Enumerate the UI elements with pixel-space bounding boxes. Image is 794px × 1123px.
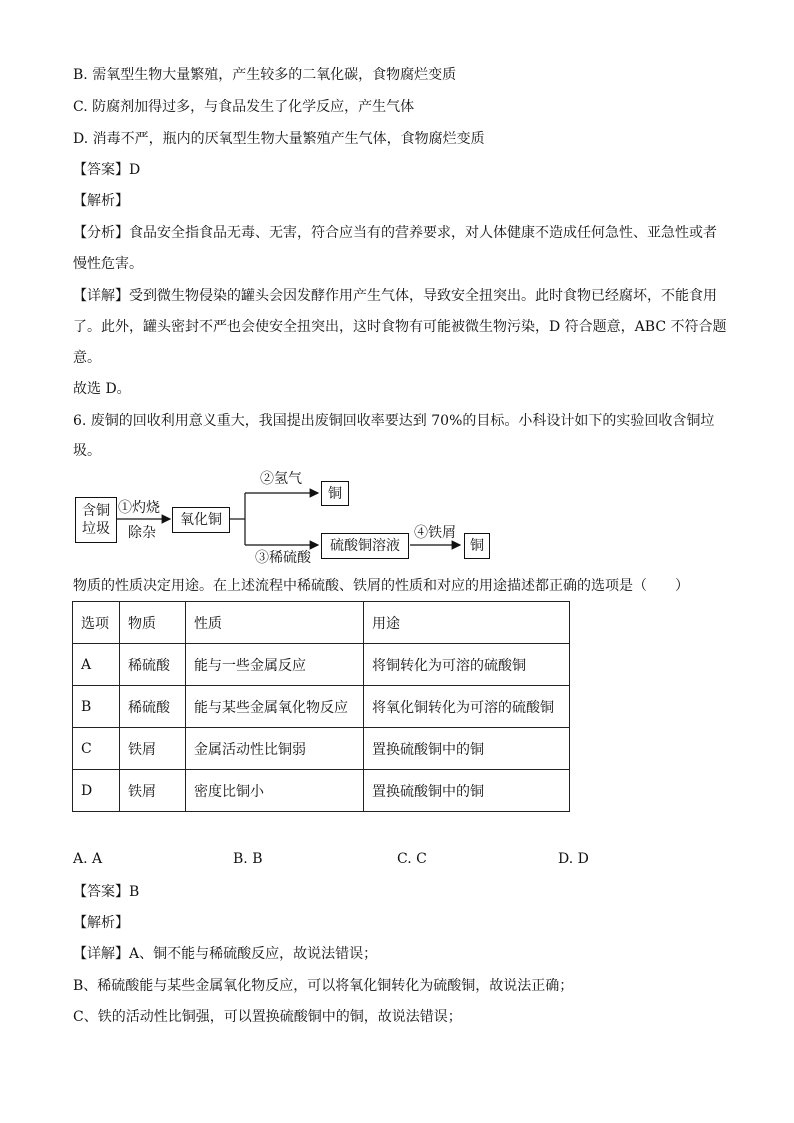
table-cell: 密度比铜小 bbox=[186, 770, 364, 812]
table-row bbox=[73, 686, 570, 728]
detail-text-cont: 了。此外，罐头密封不严也会使安全扭突出，这时食物有可能被微生物污染，D 符合题意，ABC 不符合题 bbox=[73, 319, 727, 335]
table-cell: 置换硫酸铜中的铜 bbox=[364, 770, 570, 812]
table-cell: 能与某些金属氧化物反应 bbox=[186, 686, 364, 728]
table-cell: B bbox=[73, 686, 120, 728]
step-1-sublabel: 除杂 bbox=[128, 525, 156, 541]
question-prompt: 物质的性质决定用途。在上述流程中稀硫酸、铁屑的性质和对应的用途描述都正确的选项是（ ） bbox=[73, 578, 689, 594]
choice-d: D. D bbox=[558, 851, 589, 867]
question-6-text: 6. 废铜的回收利用意义重大，我国提出废铜回收率要达到 70%的目标。小科设计如下的实验回收含铜垃 bbox=[73, 413, 715, 429]
analysis-text-cont: 慢性危害。 bbox=[73, 256, 143, 272]
table-cell: 将铜转化为可溶的硫酸铜 bbox=[364, 644, 570, 686]
question-6-text-cont: 圾。 bbox=[73, 443, 101, 459]
table-cell: C bbox=[73, 728, 120, 770]
start-box: 含铜 垃圾 bbox=[75, 497, 117, 543]
answer-label: 【答案】D bbox=[73, 162, 141, 178]
conclusion-text: 故选 D。 bbox=[73, 381, 131, 397]
detail-text: 【详解】受到微生物侵染的罐头会因发酵作用产生气体，导致安全扭突出。此时食物已经腐坏，不能食用 bbox=[73, 288, 717, 304]
step-3-label: ③稀硫酸 bbox=[255, 550, 311, 566]
copper-box-1: 铜 bbox=[321, 481, 349, 506]
table-header-row bbox=[73, 602, 570, 644]
answer-choices bbox=[0, 851, 794, 871]
options-table bbox=[72, 601, 570, 812]
table-cell: D bbox=[73, 770, 120, 812]
step-4-label: ④铁屑 bbox=[414, 525, 456, 541]
header-cell: 性质 bbox=[186, 602, 364, 644]
detail-2-text: 【详解】A、铜不能与稀硫酸反应，故说法错误； bbox=[73, 946, 378, 962]
header-cell: 物质 bbox=[120, 602, 186, 644]
table-cell: 稀硫酸 bbox=[120, 686, 186, 728]
analysis-label: 【解析】 bbox=[73, 193, 129, 209]
table-row bbox=[73, 728, 570, 770]
header-cell: 选项 bbox=[73, 602, 120, 644]
choice-b: B. B bbox=[233, 851, 263, 867]
step-2-label: ②氢气 bbox=[260, 471, 302, 487]
choice-a: A. A bbox=[73, 851, 103, 867]
table-row bbox=[73, 770, 570, 812]
step-1-label: ①灼烧 bbox=[118, 500, 160, 516]
copper-box-2: 铜 bbox=[464, 533, 490, 559]
detail-2-b: B、稀硫酸能与某些金属氧化物反应，可以将氧化铜转化为硫酸铜，故说法正确； bbox=[73, 978, 574, 994]
table-cell: 稀硫酸 bbox=[120, 644, 186, 686]
analysis-text: 【分析】食品安全指食品无毒、无害，符合应当有的营养要求，对人体健康不造成任何急性、亚急性或者 bbox=[73, 225, 717, 241]
table-cell: 能与一些金属反应 bbox=[186, 644, 364, 686]
answer-2-label: 【答案】B bbox=[73, 884, 140, 900]
table-cell: 置换硫酸铜中的铜 bbox=[364, 728, 570, 770]
table-row bbox=[73, 644, 570, 686]
choice-c: C. C bbox=[397, 851, 427, 867]
table-cell: A bbox=[73, 644, 120, 686]
detail-text-end: 意。 bbox=[73, 350, 101, 366]
copper-oxide-box: 氧化铜 bbox=[172, 507, 230, 533]
table-cell: 铁屑 bbox=[120, 770, 186, 812]
table-cell: 将氧化铜转化为可溶的硫酸铜 bbox=[364, 686, 570, 728]
table-cell: 金属活动性比铜弱 bbox=[186, 728, 364, 770]
table-cell: 铁屑 bbox=[120, 728, 186, 770]
analysis-2-label: 【解析】 bbox=[73, 915, 129, 931]
option-b-text: B. 需氧型生物大量繁殖，产生较多的二氧化碳，食物腐烂变质 bbox=[73, 67, 457, 83]
option-d-text: D. 消毒不严，瓶内的厌氧型生物大量繁殖产生气体，食物腐烂变质 bbox=[73, 131, 485, 147]
option-c-text: C. 防腐剂加得过多，与食品发生了化学反应，产生气体 bbox=[73, 99, 415, 115]
detail-2-c: C、铁的活动性比铜强，可以置换硫酸铜中的铜，故说法错误； bbox=[73, 1009, 462, 1025]
header-cell: 用途 bbox=[364, 602, 570, 644]
copper-sulfate-box: 硫酸铜溶液 bbox=[321, 533, 409, 559]
